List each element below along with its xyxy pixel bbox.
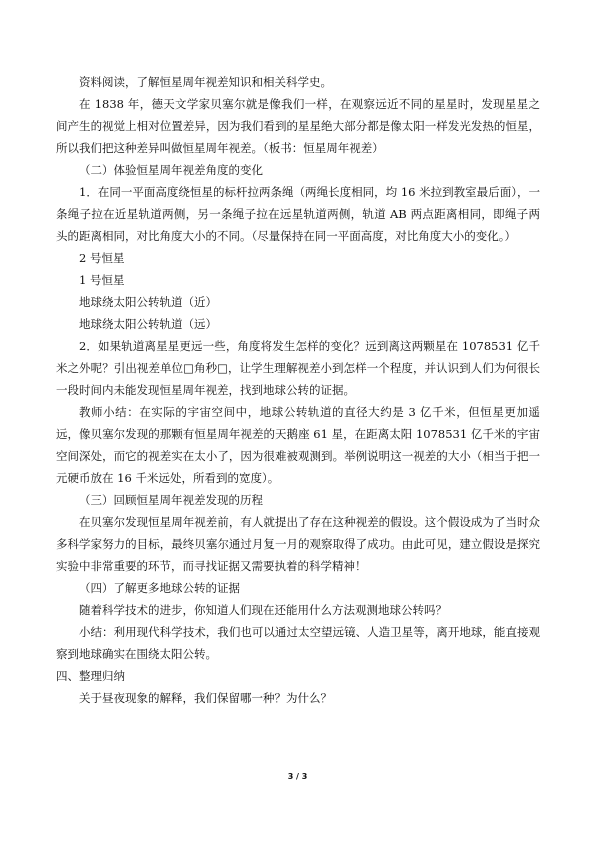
paragraph-teacher-summary: 教师小结：在实际的宇宙空间中，地球公转轨道的直径大约是 3 亿千米，但恒星更加遥远，像贝塞尔发现的那颗有恒星周年视差的天鹅座 61 星，在距离太阳 1078531 亿千米的宇宙空间深处，而它的视差实在太小了，因为很难被观测到。举例说明这一视差的大小（相当于把一元硬币放在 16 千米远处，所看到的宽度）。 (56, 405, 540, 485)
diagram-label-orbit-far: 地球绕太阳公转轨道（远） (79, 317, 217, 331)
section-heading-4: （四）了解更多地球公转的证据 (79, 581, 240, 595)
diagram-label-star-1: 1 号恒星 (79, 273, 125, 287)
section-heading-2: （二）体验恒星周年视差角度的变化 (79, 163, 263, 177)
diagram-label-orbit-near: 地球绕太阳公转轨道（近） (79, 295, 217, 309)
document-body (56, 71, 540, 709)
section-heading-conclusion: 四、整理归纳 (56, 669, 125, 683)
paragraph-bessel: 在 1838 年，德天文学家贝塞尔就是像我们一样，在观察远近不同的星星时，发现星星之间产生的视觉上相对位置差异，因为我们看到的星星绝大部分都是像太阳一样发光发热的恒星，所以我们把这种差异叫做恒星周年视差。（板书：恒星周年视差） (56, 97, 540, 155)
paragraph-summary: 小结：利用现代科学技术，我们也可以通过太空望远镜、人造卫星等，离开地球，能直接观察到地球确实在围绕太阳公转。 (56, 625, 540, 661)
paragraph-step-2: 2．如果轨道离星星更远一些，角度将发生怎样的变化？远到离这两颗星在 1078531 亿千米之外呢？引出视差单位□角秒□，让学生理解视差小到怎样一个程度，并认识到人们为何很长一段时间内未能发现恒星周年视差，找到地球公转的证据。 (56, 339, 540, 397)
page-number: 3 / 3 (287, 772, 308, 781)
section-heading-3: （三）回顾恒星周年视差发现的历程 (79, 493, 263, 507)
paragraph-question: 随着科学技术的进步，你知道人们现在还能用什么方法观测地球公转吗？ (79, 603, 447, 617)
paragraph-step-1: 1．在同一平面高度绕恒星的标杆拉两条绳（两绳长度相同，均 16 米拉到教室最后面），一条绳子拉在近星轨道两侧，另一条绳子拉在远星轨道两侧，轨道 AB 两点距离相同，即绳子两头的距离相同，对比角度大小的不同。（尽量保持在同一平面高度，对比角度大小的变化。） (56, 185, 540, 243)
paragraph-history: 在贝塞尔发现恒星周年视差前，有人就提出了存在这种视差的假设。这个假设成为了当时众多科学家努力的目标，最终贝塞尔通过月复一月的观察取得了成功。由此可见，建立假设是探究实验中非常重要的环节，而寻找证据又需要执着的科学精神！ (56, 515, 540, 573)
paragraph-reading: 资料阅读，了解恒星周年视差知识和相关科学史。 (79, 75, 332, 89)
diagram-label-star-2: 2 号恒星 (79, 251, 125, 265)
paragraph-final-question: 关于昼夜现象的解释，我们保留哪一种？为什么？ (79, 691, 332, 705)
